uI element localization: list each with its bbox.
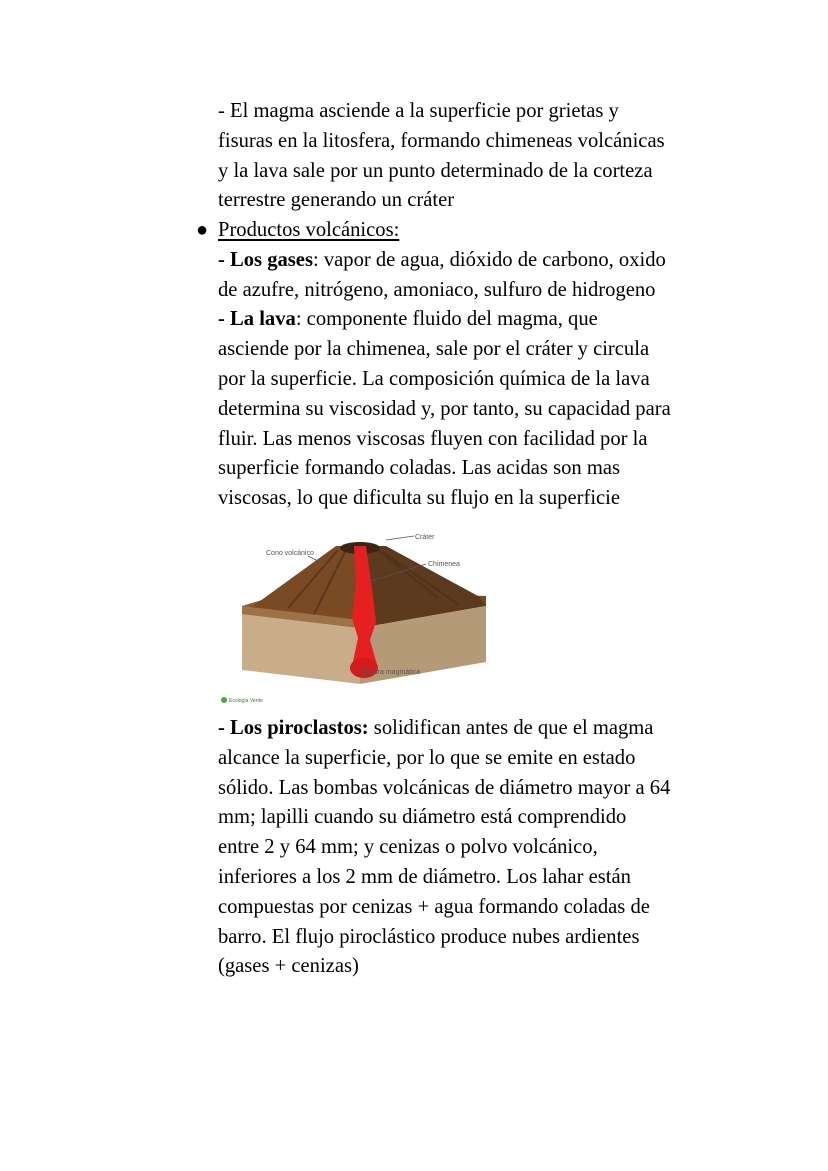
section-heading: Productos volcánicos: xyxy=(218,219,400,241)
text-line: por la superficie. La composición química de la lava xyxy=(218,367,650,390)
piroclastos-text: solidifican antes de que el magma xyxy=(368,717,654,739)
text-line: y la lava sale por un punto determinado de la corteza xyxy=(218,159,653,182)
text-line: superficie formando coladas. Las acidas son mas xyxy=(218,457,621,480)
watermark: Ecología Verde xyxy=(229,698,263,704)
lava-text: : componente fluido del magma, que xyxy=(295,308,598,331)
gases-term: - Los gases xyxy=(218,248,313,271)
gases-first-line xyxy=(218,246,718,276)
text-line: asciende por la chimenea, sale por el cráter y circula xyxy=(218,338,650,361)
products-section xyxy=(218,216,718,514)
text-line: - El magma asciende a la superficie por grietas y xyxy=(218,100,619,122)
text-line: sólido. Las bombas volcánicas de diámetro mayor a 64 xyxy=(218,776,671,799)
volcano-diagram xyxy=(218,528,508,712)
text-line: fluir. Las menos viscosas fluyen con facilidad por la xyxy=(218,427,648,450)
label-crater: Cráter xyxy=(415,534,435,541)
label-cone: Cono volcánico xyxy=(266,550,314,557)
text-line: de azufre, nitrógeno, amoniaco, sulfuro de hidrogeno xyxy=(218,278,656,301)
piroclastos-first-line xyxy=(218,714,718,744)
text-line: determina su viscosidad y, por tanto, su capacidad para xyxy=(218,397,671,420)
text-line: terrestre generando un cráter xyxy=(218,189,455,212)
text-line: compuestas por cenizas + agua formando coladas de xyxy=(218,895,650,918)
lava-term: - La lava xyxy=(218,308,296,331)
leaf-icon xyxy=(221,697,227,703)
piroclastos-paragraph xyxy=(218,714,718,982)
text-line: barro. El flujo piroclástico produce nubes ardientes xyxy=(218,925,640,948)
text-line: viscosas, lo que dificulta su flujo en la superficie xyxy=(218,487,621,510)
text-line: fisuras en la litosfera, formando chimeneas volcánicas xyxy=(218,129,665,152)
text-line: inferiores a los 2 mm de diámetro. Los lahar están xyxy=(218,865,631,888)
text-line: entre 2 y 64 mm; y cenizas o polvo volcánico, xyxy=(218,836,598,859)
intro-paragraph xyxy=(218,97,718,216)
label-chimney: Chimenea xyxy=(428,561,460,568)
gases-text: : vapor de agua, dióxido de carbono, oxido xyxy=(312,248,666,271)
lava-first-line xyxy=(218,305,718,335)
text-line: (gases + cenizas) xyxy=(218,955,359,978)
bullet-icon: ● xyxy=(196,219,209,241)
text-line: mm; lapilli cuando su diámetro está comprendido xyxy=(218,806,627,829)
text-line: alcance la superficie, por lo que se emite en estado xyxy=(218,746,636,769)
piroclastos-term: - Los piroclastos: xyxy=(218,717,369,739)
label-chamber: Cámara magmática xyxy=(359,669,421,676)
